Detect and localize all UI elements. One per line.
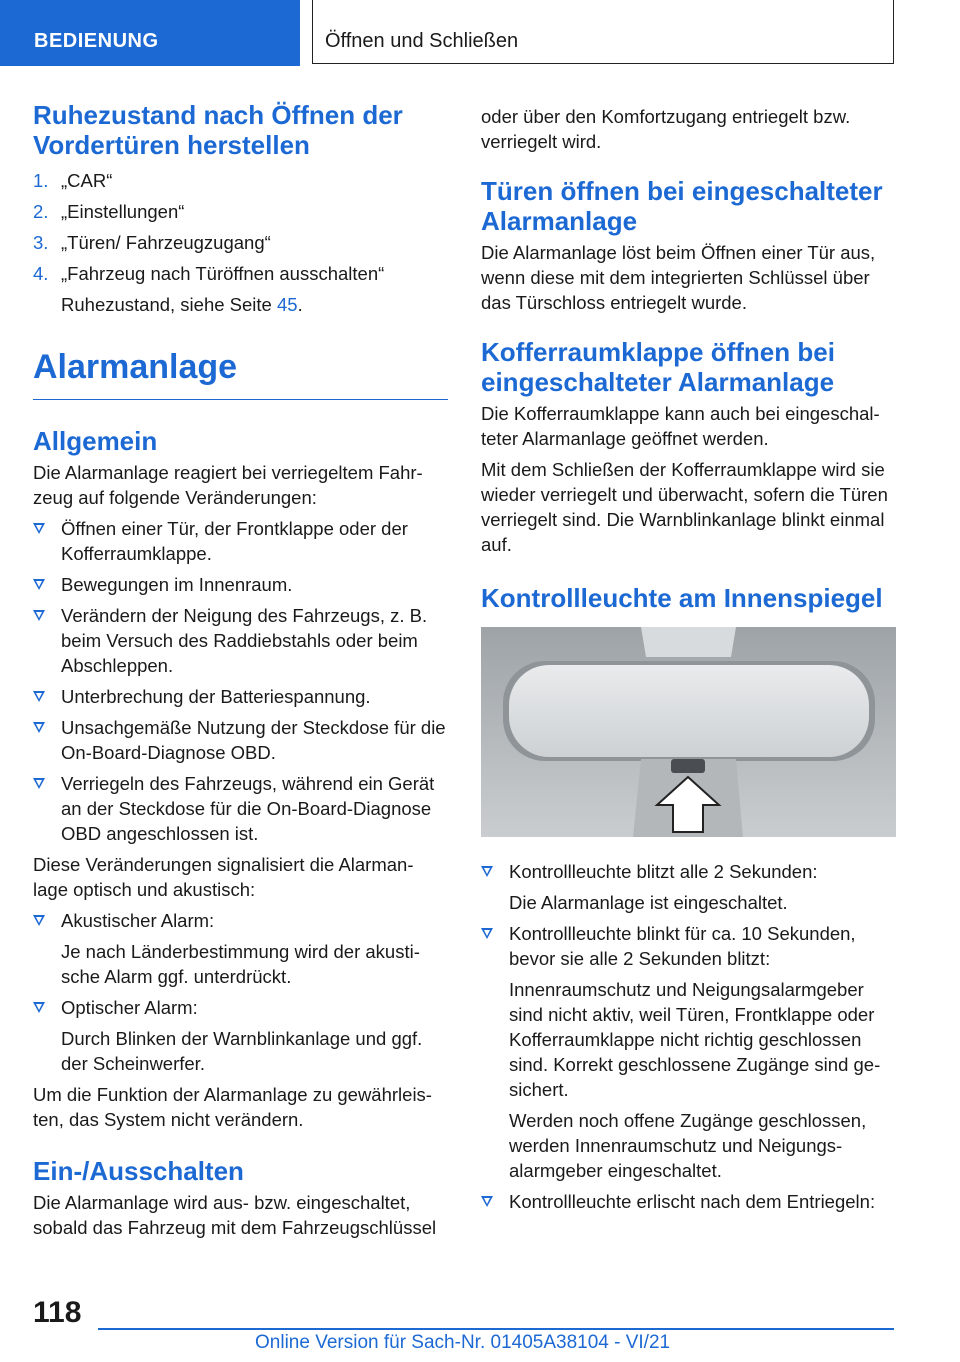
list-item-text: Akustischer Alarm: bbox=[61, 910, 215, 931]
indicator-list bbox=[481, 859, 896, 1214]
triangle-bullet-icon bbox=[481, 928, 493, 939]
list-item bbox=[33, 603, 448, 678]
heading-ein-ausschalten: Ein-/Ausschalten bbox=[33, 1156, 244, 1186]
chapter-box bbox=[312, 0, 894, 64]
list-item bbox=[33, 771, 448, 846]
list-item bbox=[481, 859, 896, 915]
list-item bbox=[33, 572, 448, 597]
list-item-text: Öffnen einer Tür, der Frontklappe oder der Kofferraumklappe. bbox=[61, 518, 408, 564]
step-text: „Einstellungen“ bbox=[61, 201, 185, 222]
step-number: 1. bbox=[33, 170, 49, 191]
left-column bbox=[33, 100, 448, 1244]
step-number: 3. bbox=[33, 232, 49, 253]
list-item bbox=[33, 908, 448, 989]
list-item-text: Bewegungen im Innenraum. bbox=[61, 574, 293, 595]
list-item bbox=[481, 921, 896, 1183]
page-link[interactable]: 45 bbox=[276, 294, 298, 315]
list-item-text: Kontrollleuchte blinkt für ca. 10 Sekunden, bevor sie alle 2 Sekunden blitzt: bbox=[509, 923, 856, 969]
heading-kofferraumklappe: Kofferraumklappe öffnen bei eingeschalteter Alarmanlage bbox=[481, 337, 835, 397]
page-header bbox=[0, 0, 960, 66]
list-item-note: Innenraumschutz und Neigungsalarmgeber sind nicht aktiv, weil Türen, Frontklappe oder Kofferraumklappe nicht richtig geschlossen sind. Korrekt geschlossene Zugänge sind ge-sichert. bbox=[509, 979, 881, 1100]
einaus-paragraph: Die Alarmanlage wird aus- bzw. eingeschaltet, sobald das Fahrzeug mit dem Fahrzeugschlüssel bbox=[33, 1192, 437, 1238]
list-item-text: Kontrollleuchte erlischt nach dem Entriegeln: bbox=[509, 1191, 876, 1212]
continued-paragraph: oder über den Komfortzugang entriegelt bzw. verriegelt wird. bbox=[481, 106, 851, 152]
list-item-note: Durch Blinken der Warnblinkanlage und ggf. der Scheinwerfer. bbox=[61, 1028, 423, 1074]
list-item-text: Unsachgemäße Nutzung der Steckdose für die On-Board-Diagnose OBD. bbox=[61, 717, 446, 763]
signal-paragraph: Diese Veränderungen signalisiert die Alarman-lage optisch und akustisch: bbox=[33, 854, 414, 900]
triangle-bullet-icon bbox=[33, 610, 45, 621]
triangle-bullet-icon bbox=[481, 1196, 493, 1207]
step-note-text: Ruhezustand, siehe Seite bbox=[61, 294, 277, 315]
list-item-note: Die Alarmanlage ist eingeschaltet. bbox=[509, 892, 788, 913]
list-item bbox=[481, 1189, 896, 1214]
koffer-paragraph-1: Die Kofferraumklappe kann auch bei eingeschal-teter Alarmanlage geöffnet werden. bbox=[481, 403, 880, 449]
steps-list bbox=[33, 168, 448, 317]
heading-allgemein: Allgemein bbox=[33, 426, 158, 456]
list-item bbox=[33, 995, 448, 1076]
footer-divider bbox=[98, 1328, 894, 1330]
changes-list bbox=[33, 516, 448, 846]
list-item-text: Kontrollleuchte blitzt alle 2 Sekunden: bbox=[509, 861, 818, 882]
alarm-types-list bbox=[33, 908, 448, 1076]
list-item bbox=[33, 230, 448, 255]
step-text: „Fahrzeug nach Türöffnen ausschalten“ bbox=[61, 263, 385, 284]
right-column bbox=[481, 104, 896, 1220]
step-text: „Türen/ Fahrzeugzugang“ bbox=[61, 232, 271, 253]
heading-tueren-oeffnen: Türen öffnen bei eingeschalteter Alarmanlage bbox=[481, 176, 883, 236]
triangle-bullet-icon bbox=[33, 915, 45, 926]
step-note-end: . bbox=[297, 294, 303, 315]
triangle-bullet-icon bbox=[481, 866, 493, 877]
list-item-note: Werden noch offene Zugänge geschlossen, werden Innenraumschutz und Neigungs-alarmgeber eingeschaltet. bbox=[509, 1110, 867, 1181]
list-item bbox=[33, 168, 448, 193]
step-number: 4. bbox=[33, 263, 49, 284]
triangle-bullet-icon bbox=[33, 691, 45, 702]
list-item-text: Verriegeln des Fahrzeugs, während ein Gerät an der Steckdose für die On-Board-Diagnose OBD angeschlossen ist. bbox=[61, 773, 435, 844]
list-item bbox=[33, 199, 448, 224]
step-number: 2. bbox=[33, 201, 49, 222]
heading-ruhezustand: Ruhezustand nach Öffnen der Vordertüren herstellen bbox=[33, 100, 403, 160]
list-item bbox=[33, 684, 448, 709]
heading-alarmanlage: Alarmanlage bbox=[33, 347, 448, 400]
list-item bbox=[33, 516, 448, 566]
section-tab bbox=[0, 0, 300, 66]
koffer-paragraph-2: Mit dem Schließen der Kofferraumklappe wird sie wieder verriegelt und überwacht, sofern die Türen verriegelt sind. Die Warnblinkanlage blinkt einmal auf. bbox=[481, 459, 888, 555]
list-item-text: Unterbrechung der Batteriespannung. bbox=[61, 686, 371, 707]
rearview-mirror-icon bbox=[481, 627, 896, 837]
triangle-bullet-icon bbox=[33, 523, 45, 534]
triangle-bullet-icon bbox=[33, 722, 45, 733]
list-item-text: Optischer Alarm: bbox=[61, 997, 198, 1018]
list-item-note: Je nach Länderbestimmung wird der akusti-sche Alarm ggf. unterdrückt. bbox=[61, 941, 420, 987]
function-paragraph: Um die Funktion der Alarmanlage zu gewährleis-ten, das System nicht verändern. bbox=[33, 1084, 432, 1130]
section-label: BEDIENUNG bbox=[34, 30, 159, 52]
heading-kontrollleuchte: Kontrollleuchte am Innenspiegel bbox=[481, 583, 883, 613]
list-item bbox=[33, 261, 448, 317]
step-note bbox=[61, 292, 448, 317]
intro-paragraph: Die Alarmanlage reagiert bei verriegeltem Fahr-zeug auf folgende Veränderungen: bbox=[33, 462, 423, 508]
triangle-bullet-icon bbox=[33, 778, 45, 789]
triangle-bullet-icon bbox=[33, 1002, 45, 1013]
page-number: 118 bbox=[33, 1296, 82, 1329]
mirror-illustration bbox=[481, 627, 896, 837]
footer-online-version: Online Version für Sach-Nr. 01405A38104 - VI/21 bbox=[255, 1332, 671, 1353]
list-item-text: Verändern der Neigung des Fahrzeugs, z. B. beim Versuch des Raddiebstahls oder beim Abschleppen. bbox=[61, 605, 428, 676]
triangle-bullet-icon bbox=[33, 579, 45, 590]
list-item bbox=[33, 715, 448, 765]
tueren-paragraph: Die Alarmanlage löst beim Öffnen einer Tür aus, wenn diese mit dem integrierten Schlüssel über das Türschloss entriegelt wurde. bbox=[481, 242, 876, 313]
chapter-label: Öffnen und Schließen bbox=[325, 30, 519, 52]
step-text: „CAR“ bbox=[61, 170, 113, 191]
